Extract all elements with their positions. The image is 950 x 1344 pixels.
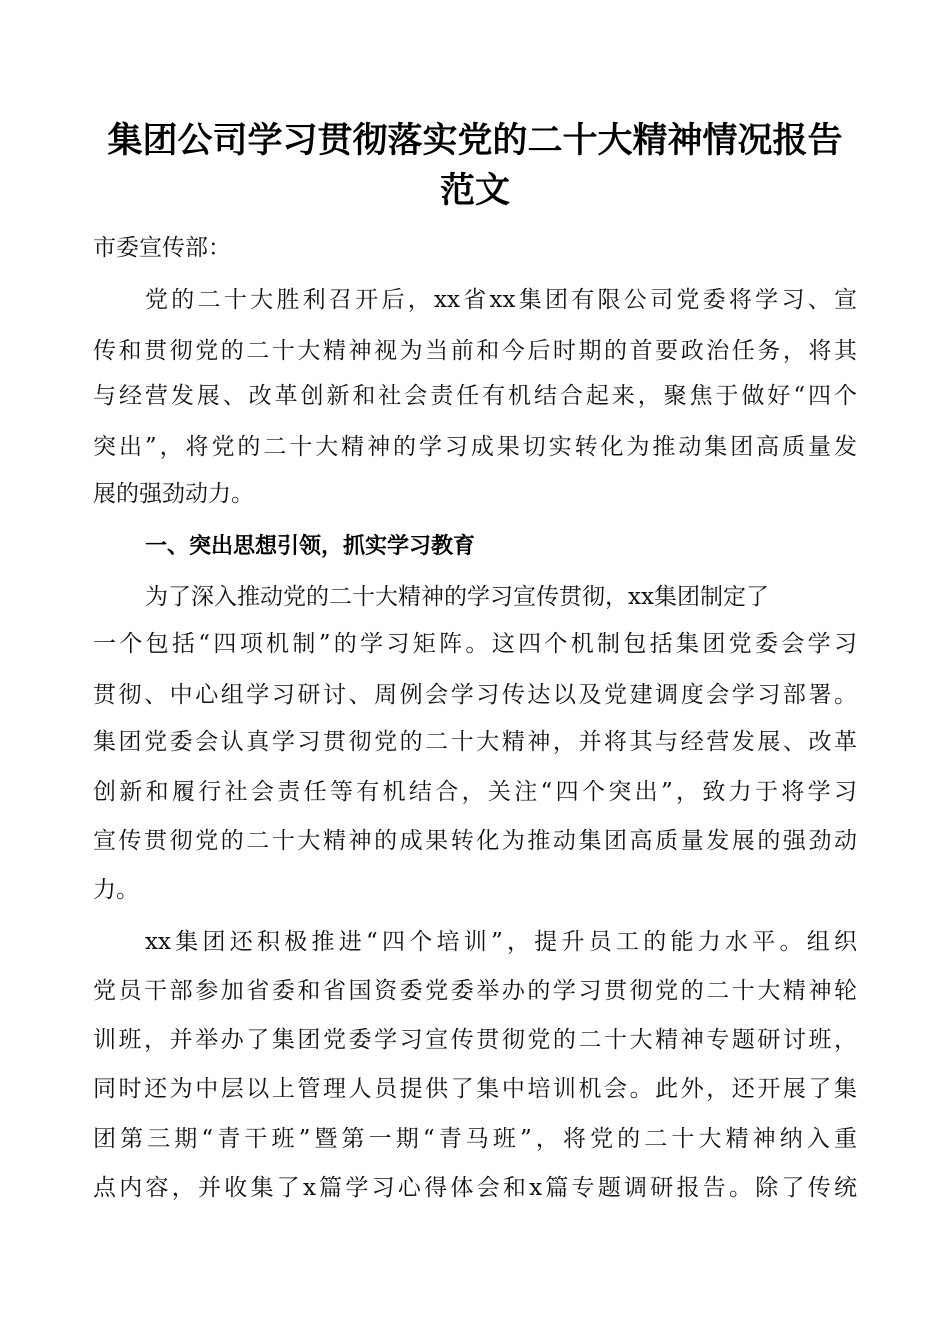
paragraph-3-line: 党员干部参加省委和省国资委党委举办的学习贯彻党的二十大精神轮 <box>93 978 857 1004</box>
paragraph-3-line: xx集团还积极推进“四个培训”，提升员工的能力水平。组织 <box>145 929 857 955</box>
paragraph-1-line: 传和贯彻党的二十大精神视为当前和今后时期的首要政治任务，将其 <box>93 338 857 364</box>
paragraph-1-line: 突出”，将党的二十大精神的学习成果切实转化为推动集团高质量发 <box>93 434 857 460</box>
paragraph-1-line: 与经营发展、改革创新和社会责任有机结合起来，聚焦于做好“四个 <box>93 383 857 409</box>
paragraph-3-line: 训班，并举办了集团党委学习宣传贯彻党的二十大精神专题研讨班， <box>93 1027 857 1053</box>
paragraph-1-line: 展的强劲动力。 <box>93 481 254 507</box>
paragraph-2-line: 一个包括“四项机制”的学习矩阵。这四个机制包括集团党委会学习 <box>93 631 857 657</box>
paragraph-2-line: 宣传贯彻党的二十大精神的成果转化为推动集团高质量发展的强劲动 <box>93 828 857 854</box>
document-title-line-2: 范文 <box>439 171 510 211</box>
paragraph-2-line: 创新和履行社会责任等有机结合，关注“四个突出”，致力于将学习 <box>93 779 857 805</box>
paragraph-2-line: 为了深入推动党的二十大精神的学习宣传贯彻，xx集团制定了 <box>145 584 769 610</box>
paragraph-3-line: 同时还为中层以上管理人员提供了集中培训机会。此外，还开展了集 <box>93 1076 857 1102</box>
document-title-line-1: 集团公司学习贯彻落实党的二十大精神情况报告 <box>107 121 843 161</box>
paragraph-3-line: 点内容，并收集了x篇学习心得体会和x篇专题调研报告。除了传统 <box>93 1175 857 1201</box>
paragraph-2-line: 贯彻、中心组学习研讨、周例会学习传达以及党建调度会学习部署。 <box>93 682 857 708</box>
salutation: 市委宣传部： <box>93 235 231 261</box>
section-heading: 一、突出思想引领，抓实学习教育 <box>145 534 476 559</box>
paragraph-1-line: 党的二十大胜利召开后，xx省xx集团有限公司党委将学习、宣 <box>145 287 857 313</box>
paragraph-2-line: 力。 <box>93 877 139 903</box>
paragraph-2-line: 集团党委会认真学习贯彻党的二十大精神，并将其与经营发展、改革 <box>93 729 857 755</box>
paragraph-3-line: 团第三期“青干班”暨第一期“青马班”，将党的二十大精神纳入重 <box>93 1126 857 1152</box>
